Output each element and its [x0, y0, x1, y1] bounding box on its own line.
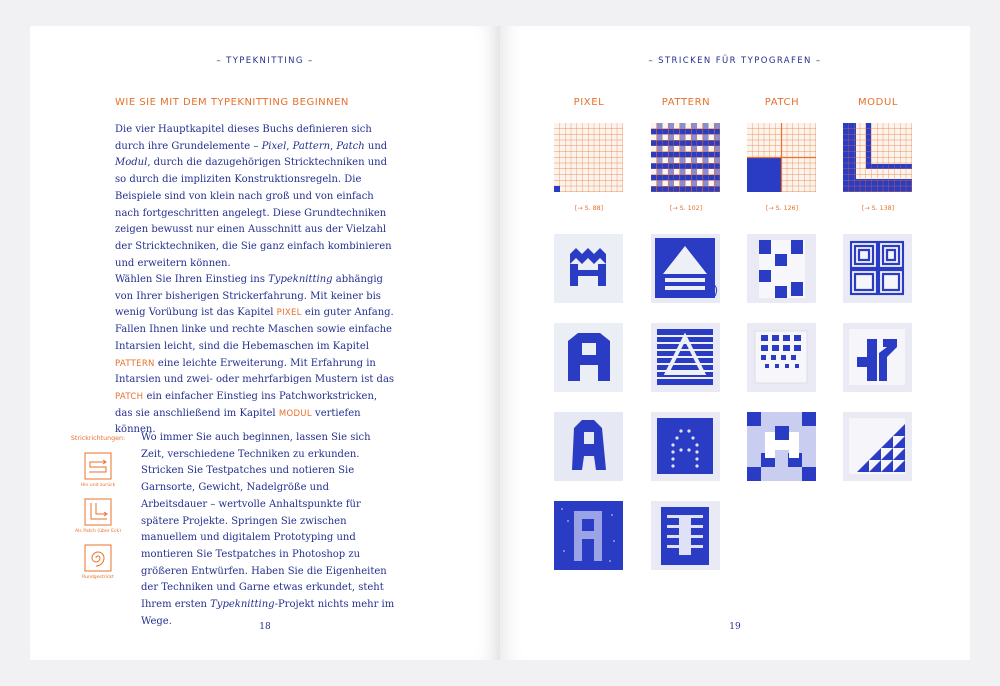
p1-term-modul: Modul	[115, 157, 148, 169]
p2-text-c: ein guter Anfang. Fallen Ihnen linke und rechte Maschen sowie einfache Intarsien leicht, sind die Hebemaschen im Kapitel	[115, 307, 394, 352]
p2-text-a: Wählen Sie Ihren Einstieg ins	[115, 274, 269, 285]
p1-text-b: , durch die dazugehörigen Stricktechniken und so durch die impliziten Konstruktionsregeln. Die Beispiele sind von klein nach groß und von einfach nach fortgeschritten angelegt. Diese Grundtechniken zeigen bewusst nur einen Ausschnitt aus der Vielzahl der Stricktechniken, die Sie ganz einfach kombinieren und erweitern können.	[115, 157, 392, 269]
knit-swatch-pixel-4	[554, 501, 623, 570]
sidebar-item-circular	[68, 544, 128, 580]
knit-swatch-modul-3	[843, 412, 912, 481]
p1-and: und	[364, 140, 388, 152]
highlight-pixel: PIXEL	[276, 308, 302, 319]
knit-swatch-patch-1	[747, 234, 816, 303]
p3-text-a: Wo immer Sie auch beginnen, lassen Sie sich Zeit, verschiedene Techniken zu erkunden. Stricken Sie Testpatches und notieren Sie Garnsorte, Gewicht, Nadelgröße und Arbeitsdauer – wertvolle Anhaltspunkte für spätere Projekte. Springen Sie zwischen manuellem und digitalem Prototyping und montieren Sie Testpatches in Photoshop zu größeren Entwürfen. Haben Sie die Eigenheiten der Techniken und Garne etwas erkundet, steht Ihrem ersten	[141, 432, 387, 611]
p2-text-b: abhängig von Ihrer bisherigen Strickerfahrung. Mit keiner bis wenig Vorübung ist das Kapitel	[115, 274, 383, 319]
paragraph-1	[115, 122, 395, 272]
knit-swatch-pattern-2	[651, 323, 720, 392]
p2-term-typeknitting: Typeknitting	[268, 274, 333, 285]
knit-swatch-pattern-1	[651, 234, 720, 303]
right-page	[500, 26, 970, 660]
patch-grid-diagram	[747, 123, 816, 192]
knitting-directions-sidebar	[68, 435, 128, 590]
knit-swatch-modul-2	[843, 323, 912, 392]
knit-swatch-modul-1	[843, 234, 912, 303]
paragraph-2	[115, 272, 395, 439]
modul-grid-diagram	[843, 123, 912, 192]
p1-term-pattern: Pattern	[292, 140, 331, 152]
page-number-left: 18	[259, 622, 271, 632]
left-page	[30, 26, 500, 660]
column-header-pattern: PATTERN	[661, 97, 711, 108]
p2-text-d: eine leichte Erweiterung. Mit Erfahrung in Intarsien und zwei- oder mehrfarbigen Mustern ist das	[115, 357, 395, 386]
p1-sep-1: ,	[286, 140, 293, 152]
highlight-pattern: PATTERN	[115, 358, 155, 369]
highlight-modul: MODUL	[278, 408, 312, 419]
spiral-icon	[84, 544, 112, 572]
column-header-pixel: PIXEL	[573, 97, 605, 108]
sidebar-item-label: Als Patch (über Eck)	[74, 529, 122, 534]
p3-text-b: -Projekt nichts mehr im Wege.	[141, 599, 395, 627]
p3-term-typeknitting: Typeknitting	[210, 599, 275, 611]
pixel-grid-diagram	[554, 123, 623, 192]
p1-sep-2: ,	[330, 140, 337, 152]
knit-swatch-pixel-2	[554, 323, 623, 392]
highlight-patch: PATCH	[115, 391, 144, 402]
p1-term-patch: Patch	[336, 140, 365, 152]
sidebar-item-back-and-forth	[68, 452, 128, 488]
page-reference-modul: [→ S. 138]	[861, 205, 895, 212]
page-reference-patch: [→ S. 126]	[765, 205, 799, 212]
p2-text-f: vertiefen können.	[115, 407, 361, 436]
column-header-modul: MODUL	[857, 97, 899, 108]
knit-swatch-pattern-4	[651, 501, 720, 570]
p1-text-a: Die vier Hauptkapitel dieses Buchs definieren sich durch ihre Grundelemente –	[115, 124, 372, 152]
page-reference-pattern: [→ S. 102]	[669, 205, 703, 212]
sidebar-item-corner-patch	[68, 498, 128, 534]
knit-swatch-pixel-1	[554, 234, 623, 303]
p2-text-e: ein einfacher Einstieg ins Patchworkstricken, das sie anschließend im Kapitel	[115, 390, 378, 419]
column-header-patch: PATCH	[764, 97, 800, 108]
knit-swatch-patch-2	[747, 323, 816, 392]
page-reference-pixel: [→ S. 88]	[574, 205, 604, 212]
sidebar-item-label: Hin und zurück	[80, 483, 116, 488]
corner-patch-icon	[84, 498, 112, 526]
knit-swatch-patch-3	[747, 412, 816, 481]
p1-term-pixel: Pixel	[261, 140, 287, 152]
sidebar-title: Strickrichtungen:	[70, 435, 126, 442]
sidebar-item-label: Rundgestrickt	[82, 575, 114, 580]
page-number-right: 19	[729, 622, 741, 632]
pattern-grid-diagram	[651, 123, 720, 192]
knit-swatch-pixel-3	[554, 412, 623, 481]
paragraph-3	[141, 430, 395, 630]
knit-swatch-pattern-3	[651, 412, 720, 481]
running-header-left: – TYPEKNITTING –	[216, 56, 314, 66]
back-and-forth-icon	[84, 452, 112, 480]
section-title: WIE SIE MIT DEM TYPEKNITTING BEGINNEN	[115, 97, 349, 108]
running-header-right: – STRICKEN FÜR TYPOGRAFEN –	[648, 56, 822, 66]
